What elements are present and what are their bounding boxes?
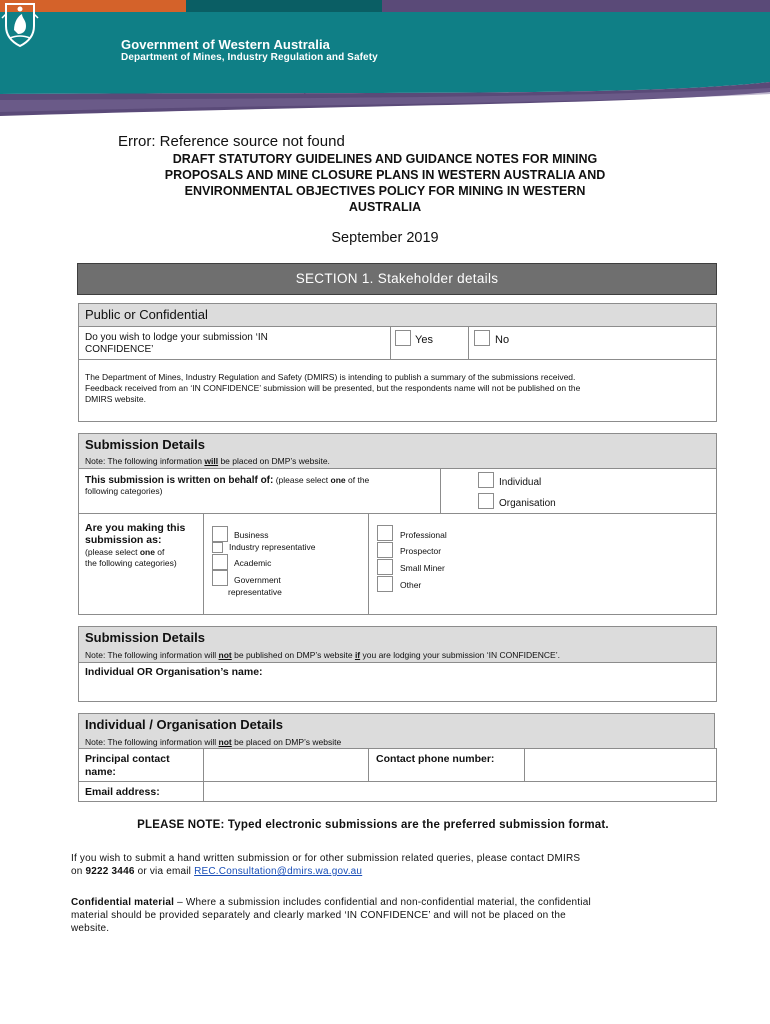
yes-label: Yes bbox=[415, 334, 433, 346]
organisation-name-label: Individual OR Organisation’s name: bbox=[85, 666, 263, 678]
on-behalf-question-line2: following categories) bbox=[85, 486, 163, 496]
individual-label: Individual bbox=[499, 477, 542, 488]
industry-representative-label: Industry representative bbox=[229, 542, 316, 552]
divider bbox=[78, 359, 717, 360]
submission-details-confidential-note: Note: The following information will not be published on DMP’s website if you are lodging your submission ‘IN CONFIDENCE’. bbox=[85, 650, 560, 660]
title-line: DRAFT STATUTORY GUIDELINES AND GUIDANCE NOTES FOR MINING bbox=[172, 152, 598, 166]
other-label: Other bbox=[400, 580, 422, 590]
divider bbox=[203, 513, 204, 615]
confidence-question-line1: Do you wish to lodge your submission ‘IN bbox=[85, 332, 268, 343]
confidential-line3: website. bbox=[71, 923, 110, 934]
business-checkbox[interactable] bbox=[212, 526, 228, 542]
government-label: Government bbox=[234, 575, 281, 585]
section-1-header: SECTION 1. Stakeholder details bbox=[77, 263, 717, 295]
principal-contact-label: Principal contact bbox=[85, 753, 170, 765]
dmirs-note-line3: DMIRS website. bbox=[85, 394, 146, 404]
banner-graphic bbox=[0, 0, 770, 118]
divider bbox=[78, 662, 717, 663]
public-confidential-heading: Public or Confidential bbox=[85, 307, 208, 322]
contact-phone-label: Contact phone number: bbox=[376, 753, 495, 765]
contact-paragraph-line2: on 9222 3446 or via email REC.Consultation@dmirs.wa.gov.au bbox=[71, 866, 363, 877]
industry-representative-checkbox[interactable] bbox=[212, 542, 223, 553]
dmirs-note-line1: The Department of Mines, Industry Regulation and Safety (DMIRS) is intending to publish a summary of the submissions received. bbox=[85, 372, 576, 382]
dmirs-note-line2: Feedback received from an ‘IN CONFIDENCE’ submission will be presented, but the respondents name will not be published on the bbox=[85, 383, 581, 393]
organisation-checkbox[interactable] bbox=[478, 493, 494, 509]
yes-checkbox[interactable] bbox=[395, 330, 411, 346]
please-note: PLEASE NOTE: Typed electronic submissions are the preferred submission format. bbox=[137, 819, 609, 831]
document-date: September 2019 bbox=[331, 230, 439, 246]
select-one-note-line2: the following categories) bbox=[85, 558, 177, 568]
organisation-label: Organisation bbox=[499, 498, 556, 509]
error-reference: Error: Reference source not found bbox=[118, 133, 345, 150]
header-banner bbox=[0, 0, 770, 118]
document-title bbox=[110, 151, 660, 215]
no-label: No bbox=[495, 334, 510, 346]
making-as-line2: submission as: bbox=[85, 534, 162, 546]
small-miner-checkbox[interactable] bbox=[377, 559, 393, 575]
email-link[interactable]: REC.Consultation@dmirs.wa.gov.au bbox=[194, 866, 363, 877]
submission-details-heading: Submission Details bbox=[85, 437, 205, 452]
principal-contact-input[interactable] bbox=[204, 749, 368, 780]
small-miner-label: Small Miner bbox=[400, 563, 445, 573]
confidential-line2: material should be provided separately and clearly marked ‘IN CONFIDENCE’ and will not be placed on the bbox=[71, 910, 566, 921]
contact-paragraph bbox=[71, 852, 654, 878]
divider bbox=[78, 326, 717, 327]
academic-label: Academic bbox=[234, 558, 272, 568]
contact-paragraph-line1: If you wish to submit a hand written submission or for other submission related queries, please contact DMIRS bbox=[71, 853, 581, 864]
wa-crest-logo bbox=[0, 0, 40, 48]
organisation-name-input[interactable] bbox=[80, 680, 715, 700]
professional-checkbox[interactable] bbox=[377, 525, 393, 541]
no-checkbox[interactable] bbox=[474, 330, 490, 346]
academic-checkbox[interactable] bbox=[212, 554, 228, 570]
title-line: PROPOSALS AND MINE CLOSURE PLANS IN WESTERN AUSTRALIA AND bbox=[164, 168, 606, 182]
submission-details-note: Note: The following information will be placed on DMP’s website. bbox=[85, 456, 330, 466]
other-checkbox[interactable] bbox=[377, 576, 393, 592]
government-representative-label: representative bbox=[228, 587, 282, 597]
divider bbox=[78, 513, 717, 514]
divider bbox=[440, 468, 441, 513]
title-line: ENVIRONMENTAL OBJECTIVES POLICY FOR MINING IN WESTERN bbox=[184, 184, 586, 198]
prospector-label: Prospector bbox=[400, 546, 442, 556]
business-label: Business bbox=[234, 530, 269, 540]
contact-phone-input[interactable] bbox=[525, 749, 716, 780]
on-behalf-question: This submission is written on behalf of: (please select one of the bbox=[85, 475, 370, 486]
divider bbox=[390, 326, 391, 359]
confidential-line1: Confidential material – Where a submission includes confidential and non-confidential material, the confidential bbox=[71, 897, 591, 908]
divider bbox=[468, 326, 469, 359]
details-heading: Individual / Organisation Details bbox=[85, 717, 283, 732]
professional-label: Professional bbox=[400, 530, 447, 540]
email-label: Email address: bbox=[85, 786, 160, 798]
divider bbox=[78, 468, 717, 469]
making-as-line1: Are you making this bbox=[85, 522, 186, 534]
prospector-checkbox[interactable] bbox=[377, 542, 393, 558]
details-note: Note: The following information will not be placed on DMP’s website bbox=[85, 737, 342, 747]
principal-contact-label-line2: name: bbox=[85, 766, 116, 778]
email-input[interactable] bbox=[204, 782, 716, 801]
individual-checkbox[interactable] bbox=[478, 472, 494, 488]
title-line: AUSTRALIA bbox=[348, 200, 422, 214]
select-one-note: (please select one of bbox=[85, 547, 165, 557]
department-name: Department of Mines, Industry Regulation and Safety bbox=[121, 52, 378, 63]
confidence-question-line2: CONFIDENCE’ bbox=[85, 344, 154, 355]
government-name: Government of Western Australia bbox=[121, 37, 330, 52]
government-checkbox[interactable] bbox=[212, 570, 228, 586]
divider bbox=[368, 513, 369, 615]
confidential-material-paragraph bbox=[71, 896, 654, 935]
divider bbox=[368, 748, 369, 781]
submission-details-heading-2: Submission Details bbox=[85, 630, 205, 645]
